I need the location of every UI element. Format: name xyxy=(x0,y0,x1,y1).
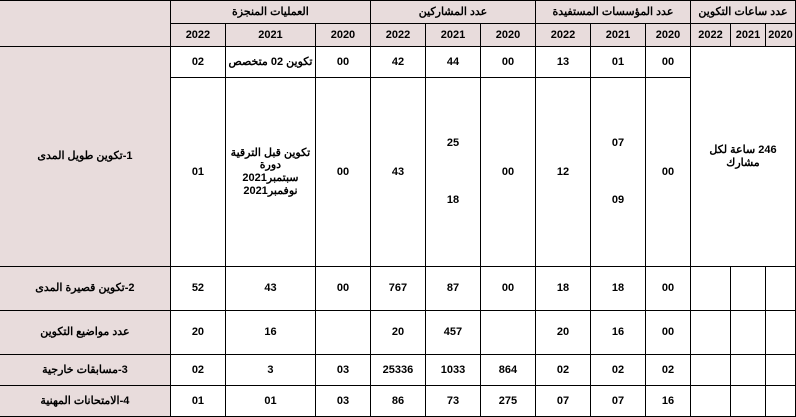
cell-hours-2022-row3 xyxy=(690,267,730,311)
cell-operations-2021-row3: 43 xyxy=(225,267,315,311)
cell-operations-2021-row6: 01 xyxy=(225,386,315,417)
operations-line-1: تكوين قبل الترقية xyxy=(230,146,311,159)
cell-operations-2020-row6: 03 xyxy=(315,386,370,417)
cell-hours-2020-row4 xyxy=(766,311,796,355)
row-header-corner xyxy=(0,1,170,47)
cell-institutions-2020-row1: 00 xyxy=(645,47,690,78)
cell-operations-2021-row4: 16 xyxy=(225,311,315,355)
cell-hours-2020-row5 xyxy=(766,355,796,386)
cell-participants-2022-row2: 43 xyxy=(370,77,425,266)
operations-line-3: سبتمبر2021 xyxy=(242,172,299,185)
cell-operations-2020-row4 xyxy=(315,311,370,355)
cell-participants-2020-row5: 864 xyxy=(480,355,535,386)
cell-hours-2021-row4 xyxy=(731,311,766,355)
cell-institutions-2020-row4: 00 xyxy=(645,311,690,355)
cell-participants-2021-row5: 1033 xyxy=(425,355,480,386)
cell-operations-2021-row1: تكوين 02 متخصص xyxy=(225,47,315,78)
cell-operations-2022-row5: 02 xyxy=(170,355,225,386)
cell-participants-2021-row3: 87 xyxy=(425,267,480,311)
cell-institutions-2020-row3: 00 xyxy=(645,267,690,311)
year-institutions-2020: 2020 xyxy=(645,24,690,47)
cell-operations-2021-row5: 3 xyxy=(225,355,315,386)
cell-participants-2021-row2 xyxy=(425,77,480,266)
cell-participants-2022-row6: 86 xyxy=(370,386,425,417)
cell-institutions-2022-row5: 02 xyxy=(535,355,590,386)
row-label-training-subjects-count: عدد مواضيع التكوين xyxy=(0,311,170,355)
cell-institutions-2022-row2: 12 xyxy=(535,77,590,266)
cell-institutions-2021-row2 xyxy=(590,77,645,266)
cell-participants-2021-row1: 44 xyxy=(425,47,480,78)
cell-participants-2020-row6: 275 xyxy=(480,386,535,417)
cell-hours-2022-row5 xyxy=(690,355,730,386)
cell-operations-2020-row1: 00 xyxy=(315,47,370,78)
cell-institutions-2021-row6: 07 xyxy=(590,386,645,417)
table-row xyxy=(0,355,796,386)
column-group-hours: عدد ساعات التكوين xyxy=(690,1,795,24)
cell-institutions-2022-row6: 07 xyxy=(535,386,590,417)
year-hours-2022: 2022 xyxy=(690,24,730,47)
cell-hours-2020-row6 xyxy=(766,386,796,417)
cell-participants-2020-row3: 00 xyxy=(480,267,535,311)
operations-line-2: دورة xyxy=(259,159,282,172)
cell-institutions-2021-row2-value: 07 xyxy=(611,137,625,150)
cell-institutions-2021-row1: 01 xyxy=(590,47,645,78)
cell-institutions-2020-row2: 00 xyxy=(645,77,690,266)
operations-line-4: نوفمبر2021 xyxy=(243,184,298,197)
cell-hours-2021-row5 xyxy=(731,355,766,386)
cell-operations-2022-row2: 01 xyxy=(170,77,225,266)
year-operations-2021: 2021 xyxy=(225,24,315,47)
cell-institutions-2021-row4: 16 xyxy=(590,311,645,355)
cell-operations-2020-row5: 03 xyxy=(315,355,370,386)
cell-institutions-2021-row2-extra: 09 xyxy=(611,194,625,207)
column-group-operations: العمليات المنجزة xyxy=(170,1,370,24)
year-hours-2020: 2020 xyxy=(766,24,796,47)
table-row xyxy=(0,311,796,355)
header-group-row xyxy=(0,1,796,24)
cell-operations-2022-row6: 01 xyxy=(170,386,225,417)
cell-operations-2020-row3: 00 xyxy=(315,267,370,311)
cell-hours-2021-row3 xyxy=(731,267,766,311)
cell-participants-2020-row4 xyxy=(480,311,535,355)
cell-institutions-2020-row5: 02 xyxy=(645,355,690,386)
cell-hours-2021-row6 xyxy=(731,386,766,417)
year-operations-2020: 2020 xyxy=(315,24,370,47)
cell-operations-2022-row4: 20 xyxy=(170,311,225,355)
table-row xyxy=(0,47,796,78)
column-group-participants: عدد المشاركين xyxy=(370,1,535,24)
cell-hours-2022-row6 xyxy=(690,386,730,417)
row-label-short-term-training: 2-تكوين قصيرة المدى xyxy=(0,267,170,311)
year-hours-2021: 2021 xyxy=(731,24,766,47)
column-group-institutions: عدد المؤسسات المستفيدة xyxy=(535,1,690,24)
cell-participants-2020-row1: 00 xyxy=(480,47,535,78)
cell-participants-2021-row2-extra: 18 xyxy=(446,194,460,207)
cell-hours-row1: 246 ساعة لكل مشارك xyxy=(690,47,795,267)
cell-operations-2022-row3: 52 xyxy=(170,267,225,311)
row-label-external-competitions: 3-مسابقات خارجية xyxy=(0,355,170,386)
cell-participants-2022-row4: 20 xyxy=(370,311,425,355)
cell-hours-2022-row4 xyxy=(690,311,730,355)
cell-operations-2021-row2 xyxy=(225,77,315,266)
cell-participants-2021-row2-value: 25 xyxy=(446,137,460,150)
cell-participants-2020-row2: 00 xyxy=(480,77,535,266)
table-row xyxy=(0,267,796,311)
cell-institutions-2022-row1: 13 xyxy=(535,47,590,78)
cell-institutions-2021-row3: 18 xyxy=(590,267,645,311)
cell-participants-2022-row5: 25336 xyxy=(370,355,425,386)
year-participants-2020: 2020 xyxy=(480,24,535,47)
cell-participants-2022-row3: 767 xyxy=(370,267,425,311)
cell-institutions-2021-row5: 02 xyxy=(590,355,645,386)
cell-institutions-2022-row3: 18 xyxy=(535,267,590,311)
cell-operations-2020-row2: 00 xyxy=(315,77,370,266)
row-label-professional-exams: 4-الامتحانات المهنية xyxy=(0,386,170,417)
cell-participants-2022-row1: 42 xyxy=(370,47,425,78)
cell-operations-2022-row1: 02 xyxy=(170,47,225,78)
year-institutions-2022: 2022 xyxy=(535,24,590,47)
year-participants-2022: 2022 xyxy=(370,24,425,47)
cell-participants-2021-row6: 73 xyxy=(425,386,480,417)
cell-participants-2021-row4: 457 xyxy=(425,311,480,355)
cell-hours-2020-row3 xyxy=(766,267,796,311)
row-label-long-term-training: 1-تكوين طويل المدى xyxy=(0,47,170,267)
table-row xyxy=(0,386,796,417)
year-operations-2022: 2022 xyxy=(170,24,225,47)
cell-institutions-2022-row4: 20 xyxy=(535,311,590,355)
year-institutions-2021: 2021 xyxy=(590,24,645,47)
cell-institutions-2020-row6: 16 xyxy=(645,386,690,417)
year-participants-2021: 2021 xyxy=(425,24,480,47)
